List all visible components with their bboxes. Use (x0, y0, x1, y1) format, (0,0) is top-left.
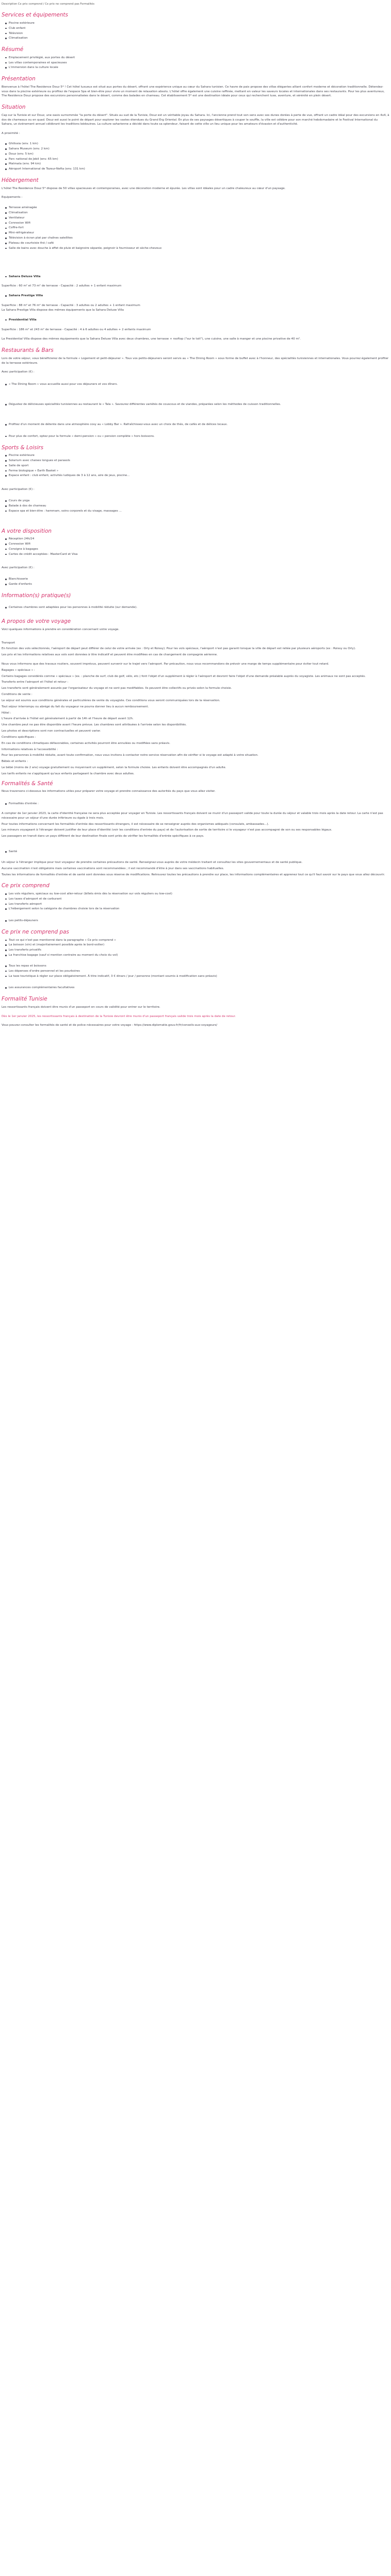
list-item: La taxe touristique à régler sur place obligatoirement. À titre indicatif, 3 € dinars / jour / personne (montant soumis à modification sans préavis) (9, 974, 389, 979)
propos-section (2, 618, 389, 877)
transport-text: Pour les personnes à mobilité réduite, avant toute confirmation, nous vous invitons à contacter notre service réservation afin de vérifier si le voyage est adapté à votre situation. (2, 754, 258, 757)
equipements-list (2, 206, 389, 250)
hebergement-title: Hébergement (2, 177, 39, 183)
transport-text: Informations relatives à l'accessibilité : (2, 748, 58, 751)
list-item: « The Dining Room » vous accueille aussi pour vos déjeuners et vos dîners. (9, 382, 389, 387)
list-item: Climatisation (9, 211, 389, 215)
list-item: Matmata (env. 94 km) (9, 162, 389, 166)
disposition-section (2, 528, 389, 587)
resume-list (2, 56, 389, 70)
restaurants-section (2, 347, 389, 438)
list-item: Parc national de Jebil (env. 65 km) (9, 157, 389, 162)
list-item: Coffre-fort (9, 226, 389, 230)
transport-text: L'heure d'arrivée à l'hôtel est généralement à partir de 14h et l'heure de départ avant 12h. (2, 717, 134, 721)
formalites-text: Pour toutes informations concernant les formalités d'entrée des ressortissants étrangers, il est nécessaire de se renseigner auprès des organismes adéquats (consulats, ambassades...). (2, 822, 269, 826)
restaurants-title: Restaurants & Bars (2, 347, 54, 354)
services-section (2, 12, 389, 41)
room-title: Presidential Villa (9, 318, 389, 323)
list-item: Salle de sport (9, 464, 389, 468)
room-description: Superficie : 60 m² et 73 m² de terrasse - Capacité : 2 adultes + 1 enfant maximum (2, 284, 122, 288)
situation-text: Cap sur la Tunisie et sur Douz, une oasis surnommée "la porte du désert". Situés au sud de la Tunisie, Douz est un véritable joyau du Sahara. Ici, l'ancienne prend tout son sens avec ses dunes dorées à perte de vue, offrant un cadre idéal pour des excursions en 4x4, à dos de chameaux ou en quad. Douz est aussi le point de départ pour explorer les vastes étendues du Grand Erg Oriental. En plus de ses paysages désertiques à couper le souffle, la ville est célèbre pour son marché hebdomadaire et le Festival International du Sahara, un événement annuel célébrant les traditions bédouines. La culture saharienne a décidé dans toute sa splendeur, faisant de cette ville un lieu unique pour les amateurs d'évasion et d'authenticité. (2, 113, 389, 126)
list-item: Climatisation (9, 36, 389, 41)
breadcrumb[interactable]: Description Ce prix comprend / Ce prix ne comprend pas Formalités (2, 3, 95, 6)
proximity-list (2, 142, 389, 172)
list-item: Dégustez de délicieuses spécialités tunisiennes au restaurant le « Tala ». Savourez différentes variétés de couscous et de viandes, préparées selon les méthodes de cuisson traditionnelles. (9, 402, 389, 407)
list-item: Aéroport International de Tozeur-Nefta (env. 131 km) (9, 167, 389, 172)
list-item: Piscine extérieure (9, 21, 389, 26)
list-item: Solarium avec chaises longues et parasols (9, 459, 389, 463)
formalite-tunisie-title: Formalité Tunisie (2, 996, 47, 1003)
sports-avec-list (2, 499, 389, 513)
infos-title: Information(s) pratique(s) (2, 592, 71, 599)
list-item: Les dépenses d'ordre personnel et les pourboires (9, 969, 389, 974)
transport-text: En cas de conditions climatiques défavorables, certaines activités pourront être annulées ou modifiées sans préavis. (2, 741, 171, 745)
list-item: Sahara Museum (env. 2 km) (9, 147, 389, 151)
disposition-list (2, 537, 389, 556)
list-item: Formalités d'entrée : (9, 802, 389, 806)
list-item: Les transferts privatifs (9, 948, 389, 953)
list-item: Télévision (9, 31, 389, 36)
list-item: Pour plus de confort, optez pour la formule « demi-pension » ou « pension complète » hors boissons. (9, 434, 389, 439)
formalites-intro: Nous traversons ci-dessous les informations utiles pour préparer votre voyage et prendre connaissance des autorités du pays que vous allez visiter. (2, 790, 216, 793)
list-item: Les villas contemporaines et spacieuses (9, 61, 389, 65)
sports-avec-label: Avec participation (€) : (2, 488, 35, 492)
sante-text: Toutes les informations de formalités d'entrée et de santé sont données sous réserve de modifications. Retrouvez toutes les précautions à prendre sur place, les informations complémentaires et apprenez tout ce qu'il faut savoir sur le pays que vous allez découvrir. (2, 873, 385, 876)
room-description: Superficie : 88 m² et 76 m² de terrasse - Capacité : 3 adultes ou 2 adultes + 1 enfant maximum La Sahara Prestige Villa dispose des mêmes équipements que la Sahara Deluxe Villa (2, 304, 140, 312)
list-item: Balade à dos de chameau (9, 504, 389, 509)
situation-title: Situation (2, 104, 26, 111)
list-item: Cartes de crédit acceptées : MasterCard et Visa (9, 552, 389, 557)
list-item: La boisson (vin) et (majoritairement possible après le bord-voilier) (9, 943, 389, 947)
transport-text: Les tarifs enfants ne s'appliquent qu'aux enfants partageant la chambre avec deux adultes. (2, 772, 135, 775)
transport-text: Une chambre peut ne pas être disponible avant l'heure prévue. Les chambres sont attribuées à l'arrivée selon les disponibilités. (2, 723, 187, 727)
formalite-tunisie-text: Les ressortissants français doivent être munis d'un passeport en cours de validité pour entrer sur le territoire. (2, 1005, 160, 1009)
list-item: Santé (9, 850, 389, 854)
list-item: Garde d'enfants (9, 582, 389, 587)
hebergement-section (2, 177, 389, 342)
list-item: Cours de yoga (9, 499, 389, 503)
list-item: L'hébergement selon la catégorie de chambres choisie lors de la réservation (9, 907, 389, 911)
disposition-title: A votre disposition (2, 528, 52, 534)
list-item: Certaines chambres sont adaptées pour les personnes à mobilité réduite (sur demande). (9, 605, 389, 610)
list-item: Ferme biologique « Earth Basket » (9, 469, 389, 473)
list-item: Piscine extérieure (9, 453, 389, 458)
comprend-list-2 (2, 919, 389, 923)
formalites-text: Les passagers en transit dans un pays différent de leur destination finale sont priés de vérifier les formalités d'entrée spécifiques à ce pays. (2, 835, 204, 838)
services-title: Services et équipements (2, 12, 68, 19)
list-item: Tout ce qui n'est pas mentionné dans la paragraphe « Ce prix comprend » (9, 938, 389, 943)
resume-title: Résumé (2, 46, 24, 53)
sante-text: Un séjour à l'étranger implique pour tout voyageur de prendre certaines précautions de santé. Renseignez-vous auprès de votre médecin traitant et consultez les sites gouvernementaux et de santé publique. (2, 860, 303, 864)
formalite-tunisie-link[interactable]: Vous pouvez consulter les formalités de santé et de police nécessaires pour votre voyage : https://www.diplomatie.gouv.fr/fr/conseils-aux-voyageurs/ (2, 1024, 218, 1027)
room-list (2, 294, 389, 298)
list-item: Les transferts aéroport (9, 902, 389, 907)
transport-text: Bébés et enfants : (2, 760, 28, 764)
equipements-label: Equipements : (2, 196, 23, 199)
resume-section (2, 46, 389, 70)
transport-text: Tout séjour interrompu ou abrégé du fait du voyageur ne pourra donner lieu à aucun remboursement. (2, 705, 149, 708)
list-item: Connexion Wifi (9, 221, 389, 226)
room-title: Sahara Deluxe Villa (9, 275, 389, 279)
transport-text: Bagages « spéciaux » : (2, 668, 35, 672)
list-item: Les taxes d'aéroport et de carburant (9, 897, 389, 902)
propos-title: A propos de votre voyage (2, 618, 71, 625)
list-item: Les assurances complémentaires facultatives (9, 986, 389, 990)
necomprend-list-3 (2, 986, 389, 990)
list-item: Ventilateur (9, 216, 389, 221)
transport-text: En fonction des vols sélectionnés, l'aéroport de départ peut différer de celui de votre arrivée (ex : Orly et Roissy). Pour les vols spéciaux, l'aéroport n'est pas garanti lorsque la ville de départ est reliée par plusieurs aéroports (ex : Roissy ou Orly). (2, 647, 356, 651)
formalite-tunisie-highlight: Dès le 1er janvier 2025, les ressortissants français à destination de la Tunisie devront être munis d'un passeport français valide trois mois après la date de retour. (2, 1014, 236, 1018)
comprend-list (2, 892, 389, 911)
presidential-note: La Presidential Villa dispose des mêmes équipements que la Sahara Deluxe Villa avec deux chambres, une terrasse + rooftop ("sur le toit"), une cuisine, une salle à manger et une piscine privative de 40 m². (2, 337, 301, 341)
list-item: Blanchisserie (9, 577, 389, 582)
list-item: Ghilissia (env. 1 km) (9, 142, 389, 146)
list-item: Espace enfant : club enfant, activités ludiques de 3 à 12 ans, aire de jeux, piscine... (9, 473, 389, 478)
presentation-title: Présentation (2, 76, 36, 82)
transport-text: Conditions spécifiques : (2, 735, 36, 739)
transport-text: Le séjour est soumis aux conditions générales et particulières de vente du voyagiste. Ces conditions vous seront communiquées lors de la réservation. (2, 699, 220, 702)
page (0, 0, 391, 1042)
presentation-text: Bienvenue à l'hôtel The Residence Douz 5* ! Cet hôtel luxueux est situé aux portes du désert, offrant une expérience unique au cœur du Sahara tunisien. Ce havre de paix propose des villas élégantes alliant confort moderne et décoration traditionnelle. Détendez-vous dans la piscine extérieure ou profitez de l'espace Spa et bien-être pour vivre un moment de relaxation absolu. L'hôtel offre également une cuisine raffinée, mettant en valeur les saveurs locales et internationales dans ses restaurants. Pour les plus aventureux, The Residence Douz propose des excursions personnalisées dans le désert, comme des balades en chameau. Cet établissement 5* est une destination idéale pour ceux qui recherchent luxe, aventure, et sérénité en plein désert. (2, 85, 385, 98)
necomprend-title: Ce prix ne comprend pas (2, 929, 69, 936)
presentation-section (2, 76, 389, 98)
disposition-avec-label: Avec participation (€) : (2, 566, 35, 570)
sante-list (2, 850, 389, 854)
restaurants-avec-label: Avec participation (€) : (2, 370, 35, 374)
transport-text: Les photos et descriptions sont non contractuelles et peuvent varier. (2, 730, 101, 733)
sante-text: Aucune vaccination n'est obligatoire mais certaines vaccinations sont recommandées ; il est recommandé d'être à jour dans ses vaccinations habituelles. (2, 867, 224, 870)
list-item: Mini-réfrigérateur (9, 231, 389, 235)
list-item: Profitez d'un moment de détente dans une atmosphère cosy au « Lobby Bar ». Rafraîchissez-vous avec un choix de thés, de cafés et de délices locaux. (9, 422, 389, 427)
necomprend-section (2, 929, 389, 990)
list-item: Club enfant (9, 26, 389, 31)
transport-text: Certains bagages considérés comme « spéciaux » (ex. : planche de surf, club de golf, vélo, etc.) font l'objet d'un supplément à régler à l'aéroport et devront faire l'objet d'une demande préalable auprès du voyagiste. Les animaux ne sont pas acceptés. (2, 674, 366, 678)
list-item: Réception 24h/24 (9, 537, 389, 541)
disposition-avec-list (2, 577, 389, 587)
list-item: Douz (env. 5 km) (9, 152, 389, 157)
necomprend-list-2 (2, 964, 389, 978)
infos-list (2, 605, 389, 610)
comprend-title: Ce prix comprend (2, 883, 50, 889)
formalites-title: Formalités & Santé (2, 780, 53, 787)
list-item: Plateau de courtoisie thé / café (9, 241, 389, 246)
list-item: Espace spa et bien-être : hammam, soins corporels et du visage, massages ... (9, 509, 389, 514)
restaurants-list (2, 382, 389, 438)
services-list (2, 21, 389, 41)
transport-text: Hôtel : (2, 711, 11, 715)
transport-label: Transport (2, 641, 15, 645)
transport-text: Nous vous informons que des travaux routiers, souvent imprévus, peuvent survenir sur le trajet vers l'aéroport. Par précaution, nous vous recommandons de prévoir une marge de temps supplémentaire pour éviter tout retard. (2, 663, 329, 666)
formalites-list (2, 802, 389, 806)
list-item: Télévision à écran plat par chaînes satellites (9, 236, 389, 241)
formalite-tunisie-section (2, 996, 389, 1028)
proximity-label: A proximité : (2, 132, 20, 135)
list-item: Les petits-déjeuners (9, 919, 389, 923)
restaurants-intro: Lors de votre séjour, vous bénéficierez de la formule « Logement et petit-déjeuner ». Tous vos petits-déjeuners seront servis au « The Dining Room » sous forme de buffet avec à l'honneur, des spécialités tunisiennes et internationales. Vous pourrez également profiter de la terrasse extérieure. (2, 357, 389, 365)
situation-section (2, 104, 389, 172)
sports-list (2, 453, 389, 478)
list-item: Les vols réguliers, spéciaux ou low-cost aller-retour (billets émis dès la réservation sur vols réguliers ou low-cost) (9, 892, 389, 896)
room-title: Sahara Prestige Villa (9, 294, 389, 298)
hebergement-intro: L'hôtel The Residence Douz 5* dispose de 50 villas spacieuses et contemporaines, avec une décoration moderne et épurée. Les villas sont idéales pour un cadre chaleureux au cœur d'un paysage. (2, 187, 286, 190)
propos-intro: Voici quelques informations à prendre en considération concernant votre voyage. (2, 628, 120, 631)
infos-section (2, 592, 389, 610)
transport-text: Les transferts sont généralement assurés par l'organisateur du voyage et ne sont pas modifiables. Ils peuvent être collectifs ou privés selon la formule choisie. (2, 687, 232, 690)
list-item: Emplacement privilégié, aux portes du désert (9, 56, 389, 60)
list-item: Consigne à bagages (9, 547, 389, 552)
room-list (2, 275, 389, 279)
transport-text: Les prix et les informations relatives aux vols sont données à titre indicatif et peuvent être modifiées en cas de changement de compagnie aérienne. (2, 653, 218, 657)
formalites-text: A compter de 1er janvier 2023, la carte d'identité française ne sera plus acceptée pour voyager en Tunisie. Les ressortissants français doivent se munir d'un passeport valide pour toute la durée du séjour et valable trois mois après la date retour. La carte n'est pas nécessaire pour un séjour d'une durée inférieure ou égale à trois mois. (2, 811, 383, 820)
formalites-text: Les mineurs voyageant à l'étranger doivent justifier de leur place d'identité (voir les conditions d'entrée du pays) et de l'autorisation de sortie de territoire si le voyageur n'est pas accompagné de son ou ses responsables légaux. (2, 828, 332, 832)
list-item: Connexion Wifi (9, 542, 389, 547)
list-item: Terrasse aménagée (9, 206, 389, 210)
room-list (2, 318, 389, 323)
transport-text: Le bébé (moins de 2 ans) voyage gratuitement ou moyennant un supplément, selon la formule choisie. Les enfants doivent être accompagnés d'un adulte. (2, 766, 226, 770)
transport-text: Transferts entre l'aéroport et l'hôtel et retour : (2, 681, 69, 684)
comprend-section (2, 883, 389, 923)
room-description: Superficie : 186 m² et 243 m² de terrasse - Capacité : 4 à 6 adultes ou 4 adultes + 2 enfants maximum (2, 328, 151, 331)
necomprend-list (2, 938, 389, 958)
list-item: Tous les repas et boissons (9, 964, 389, 969)
sports-section (2, 445, 389, 514)
sports-title: Sports & Loisirs (2, 444, 44, 451)
transport-text: Conditions de vente : (2, 693, 32, 697)
list-item: Salle de bains avec douche à effet de pluie et baignoire séparée, peignoir à fournisseur et sèche-cheveux (9, 246, 389, 251)
list-item: L'immersion dans la culture locale (9, 65, 389, 70)
list-item: La franchise bagage (sauf si mention contraire au moment du choix du vol) (9, 953, 389, 958)
